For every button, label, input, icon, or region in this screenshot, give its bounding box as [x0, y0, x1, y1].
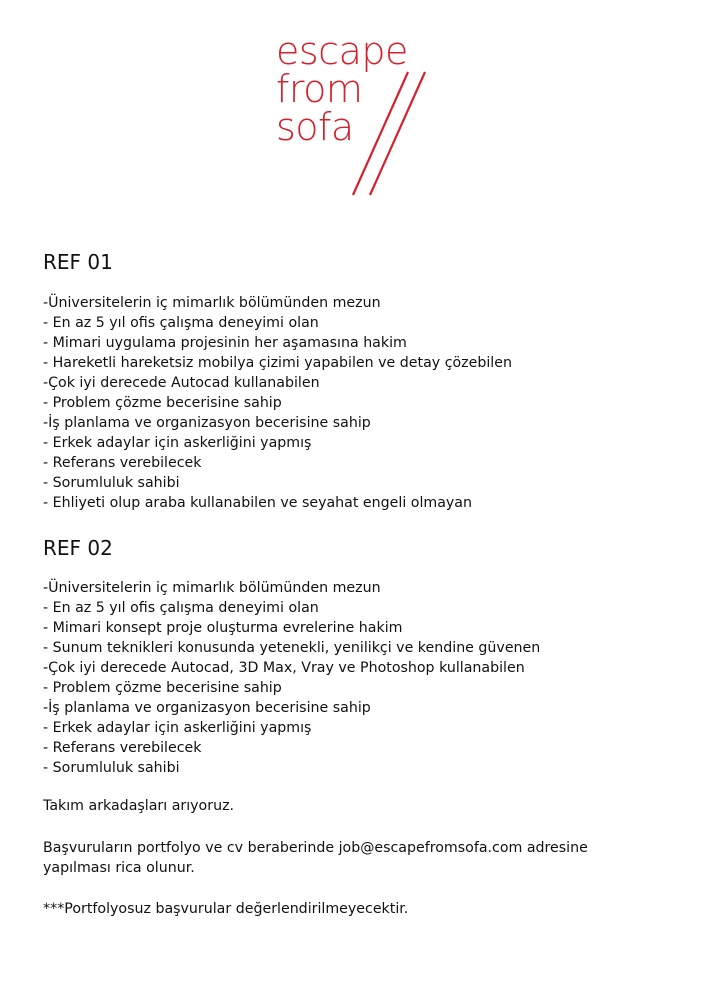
ref02-heading: REF 02	[43, 536, 113, 560]
list-item: -Üniversitelerin iç mimarlık bölümünden mezun	[43, 295, 381, 311]
list-item: - Sorumluluk sahibi	[43, 475, 180, 491]
list-item: - Mimari konsept proje oluşturma evrelerine hakim	[43, 620, 403, 636]
list-item: - Erkek adaylar için askerliğini yapmış	[43, 435, 312, 451]
list-item: - Mimari uygulama projesinin her aşamasına hakim	[43, 335, 407, 351]
list-item: - Referans verebilecek	[43, 455, 202, 471]
application-instructions-line1: Başvuruların portfolyo ve cv beraberinde job@escapefromsofa.com adresine	[43, 840, 588, 856]
logo-word-from: from	[276, 67, 363, 111]
portfolio-note: ***Portfolyosuz başvurular değerlendirilmeyecektir.	[43, 901, 409, 917]
list-item: -İş planlama ve organizasyon becerisine sahip	[43, 415, 371, 431]
list-item: - Referans verebilecek	[43, 740, 202, 756]
list-item: -Çok iyi derecede Autocad, 3D Max, Vray ve Photoshop kullanabilen	[43, 660, 525, 676]
list-item: - En az 5 yıl ofis çalışma deneyimi olan	[43, 600, 319, 616]
ref02-requirements	[43, 578, 540, 778]
team-message: Takım arkadaşları arıyoruz.	[43, 798, 235, 814]
list-item: - Problem çözme becerisine sahip	[43, 395, 282, 411]
list-item: - Sorumluluk sahibi	[43, 760, 180, 776]
list-item: - Hareketli hareketsiz mobilya çizimi yapabilen ve detay çözebilen	[43, 355, 512, 371]
list-item: -İş planlama ve organizasyon becerisine sahip	[43, 700, 371, 716]
list-item: - Erkek adaylar için askerliğini yapmış	[43, 720, 312, 736]
list-item: - En az 5 yıl ofis çalışma deneyimi olan	[43, 315, 319, 331]
application-instructions-line2: yapılması rica olunur.	[43, 860, 195, 876]
ref01-requirements	[43, 293, 512, 513]
list-item: - Ehliyeti olup araba kullanabilen ve seyahat engeli olmayan	[43, 495, 472, 511]
list-item: -Üniversitelerin iç mimarlık bölümünden mezun	[43, 580, 381, 596]
logo-word-sofa: sofa	[276, 105, 354, 149]
list-item: - Sunum teknikleri konusunda yetenekli, yenilikçi ve kendine güvenen	[43, 640, 541, 656]
logo-double-slash-icon	[270, 29, 440, 202]
list-item: - Problem çözme becerisine sahip	[43, 680, 282, 696]
escape-from-sofa-logo	[270, 29, 440, 202]
list-item: -Çok iyi derecede Autocad kullanabilen	[43, 375, 320, 391]
ref01-heading: REF 01	[43, 250, 113, 274]
logo-word-escape: escape	[276, 29, 408, 73]
